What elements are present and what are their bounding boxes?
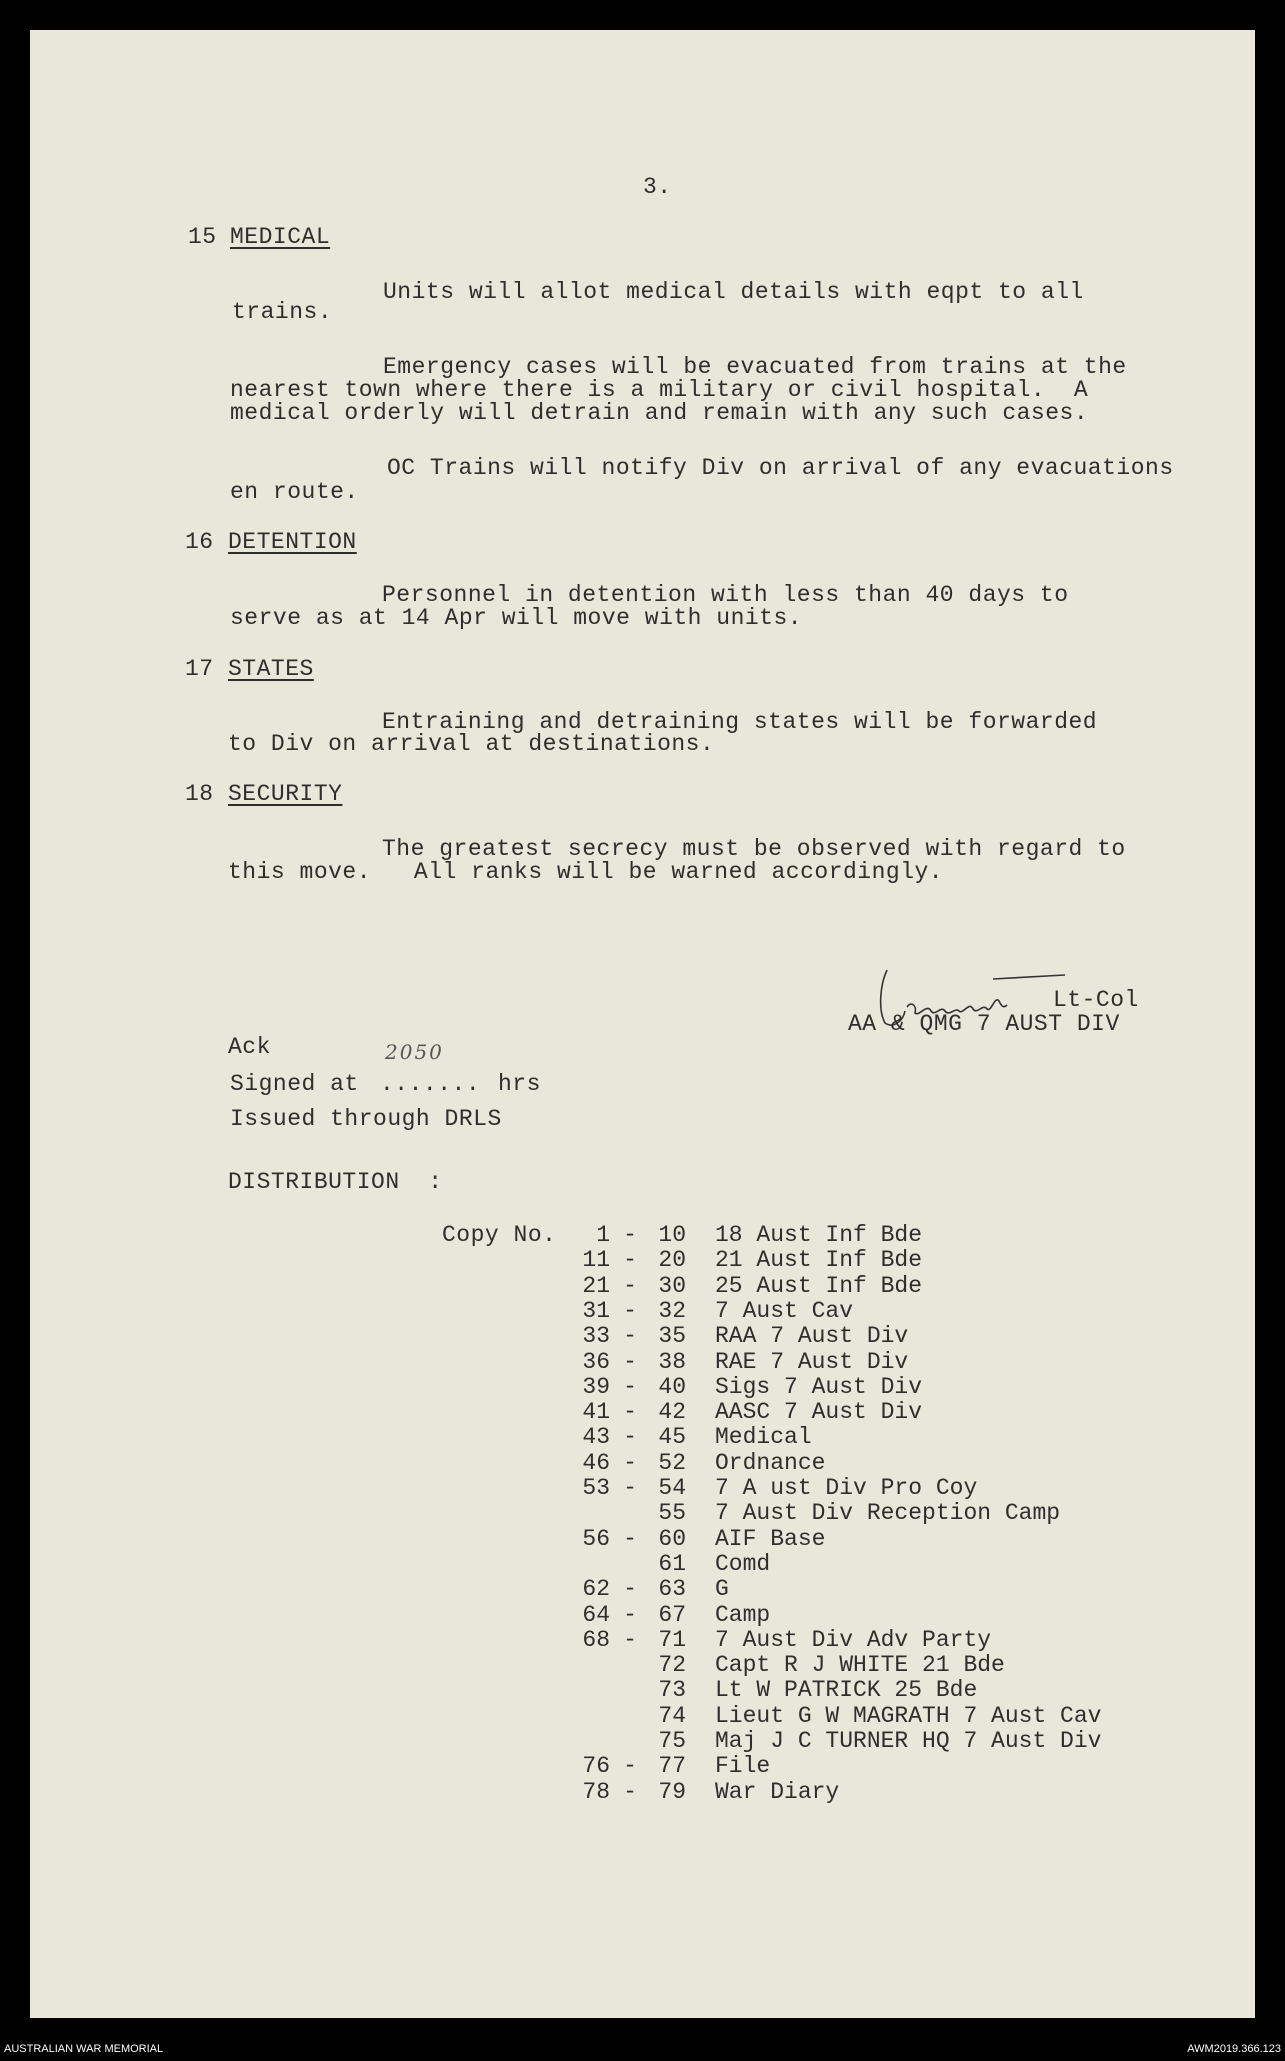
- paragraph-line: OC Trains will notify Div on arrival of any evacuations: [387, 455, 1174, 481]
- distribution-row: [30, 1577, 1255, 1602]
- copy-from: 1: [596, 1222, 610, 1248]
- copy-recipient: Maj J C TURNER HQ 7 Aust Div: [715, 1728, 1102, 1754]
- copy-recipient: Sigs 7 Aust Div: [715, 1373, 923, 1400]
- copy-to: 77: [658, 1753, 686, 1780]
- distribution-row: [30, 1476, 1255, 1501]
- issued-through: Issued through DRLS: [230, 1106, 502, 1132]
- copy-to: 75: [658, 1728, 686, 1754]
- paragraph-line: medical orderly will detrain and remain with any such cases.: [230, 400, 1089, 426]
- copy-to: 45: [658, 1424, 686, 1451]
- copy-recipient: War Diary: [715, 1778, 840, 1805]
- paragraph-line: Entraining and detraining states will be forwarded: [382, 709, 1098, 735]
- signatory-appointment: AA & QMG 7 AUST DIV: [848, 1011, 1120, 1037]
- copy-to: 52: [658, 1449, 686, 1476]
- copy-recipient: Camp: [715, 1601, 771, 1628]
- copy-dash: -: [623, 1601, 637, 1628]
- copy-to: 74: [658, 1702, 686, 1729]
- distribution-row: [30, 1603, 1255, 1628]
- copy-to: 73: [658, 1677, 686, 1704]
- distribution-row: [30, 1628, 1255, 1653]
- copy-recipient: Lieut G W MAGRATH 7 Aust Cav: [715, 1702, 1102, 1729]
- copy-dash: -: [623, 1373, 637, 1400]
- copy-recipient: 21 Aust Inf Bde: [715, 1247, 923, 1274]
- copy-dash: -: [623, 1323, 637, 1350]
- copy-to: 63: [658, 1576, 686, 1603]
- distribution-row: [30, 1653, 1255, 1678]
- signatory-rank: Lt-Col: [1053, 987, 1139, 1013]
- copy-to: 40: [658, 1373, 686, 1400]
- paragraph-line: Personnel in detention with less than 40 days to: [382, 582, 1069, 608]
- distribution-row: [30, 1299, 1255, 1324]
- paragraph-line: this move. All ranks will be warned accordingly.: [228, 859, 944, 885]
- copy-recipient: Ordnance: [715, 1449, 826, 1476]
- copy-dash: -: [623, 1297, 637, 1324]
- distribution-heading: DISTRIBUTION :: [228, 1169, 443, 1195]
- copy-from: 64: [582, 1601, 610, 1628]
- copy-to: 60: [658, 1525, 686, 1552]
- document-page: [30, 30, 1255, 2018]
- copy-dash: -: [623, 1272, 637, 1299]
- copy-dash: -: [623, 1475, 637, 1501]
- section-number: 15: [188, 224, 217, 250]
- paragraph-line: en route.: [230, 479, 359, 505]
- copy-from: 68: [582, 1626, 610, 1653]
- section-heading: STATES: [228, 656, 314, 682]
- copy-recipient: File: [715, 1753, 771, 1780]
- copy-recipient: AIF Base: [715, 1525, 826, 1552]
- copy-recipient: Medical: [715, 1424, 812, 1451]
- copy-recipient: Comd: [715, 1550, 771, 1577]
- copy-recipient: G: [715, 1576, 729, 1603]
- distribution-row: [30, 1425, 1255, 1450]
- copy-recipient: Lt W PATRICK 25 Bde: [715, 1677, 978, 1704]
- copy-recipient: 7 Aust Div Reception Camp: [715, 1500, 1061, 1527]
- copy-dash: -: [623, 1576, 637, 1603]
- paragraph-line: nearest town where there is a military or civil hospital. A: [230, 377, 1089, 403]
- paragraph-line: to Div on arrival at destinations.: [228, 731, 715, 757]
- distribution-row: [30, 1223, 1255, 1248]
- copy-dash: -: [623, 1449, 637, 1476]
- copy-dash: -: [623, 1626, 637, 1653]
- copy-to: 10: [658, 1222, 686, 1248]
- signed-at-suffix: hrs: [498, 1071, 541, 1097]
- copy-dash: -: [623, 1753, 637, 1780]
- copy-from: 76: [582, 1753, 610, 1780]
- distribution-row: [30, 1248, 1255, 1273]
- copy-to: 79: [658, 1778, 686, 1805]
- copy-to: 61: [658, 1550, 686, 1577]
- footer-source: AUSTRALIAN WAR MEMORIAL: [4, 2043, 164, 2055]
- copy-no-label: Copy No.: [442, 1222, 557, 1248]
- distribution-row: [30, 1780, 1255, 1805]
- copy-from: 39: [582, 1373, 610, 1400]
- section-number: 18: [185, 781, 214, 807]
- copy-to: 55: [658, 1500, 686, 1527]
- ack-label: Ack: [228, 1034, 271, 1060]
- distribution-row: [30, 1375, 1255, 1400]
- copy-recipient: RAE 7 Aust Div: [715, 1348, 909, 1375]
- distribution-row: [30, 1274, 1255, 1299]
- handwritten-time: 2050: [385, 1040, 444, 1064]
- distribution-row: [30, 1678, 1255, 1703]
- copy-to: 35: [658, 1323, 686, 1350]
- distribution-row: [30, 1527, 1255, 1552]
- copy-to: 20: [658, 1247, 686, 1274]
- copy-dash: -: [623, 1424, 637, 1451]
- copy-to: 72: [658, 1652, 686, 1679]
- copy-recipient: AASC 7 Aust Div: [715, 1399, 923, 1426]
- copy-dash: -: [623, 1348, 637, 1375]
- distribution-row: [30, 1754, 1255, 1779]
- copy-recipient: Capt R J WHITE 21 Bde: [715, 1652, 1005, 1679]
- paragraph-line: Units will allot medical details with eqpt to all: [383, 279, 1084, 305]
- paragraph-line: The greatest secrecy must be observed with regard to: [382, 836, 1126, 862]
- copy-to: 42: [658, 1399, 686, 1426]
- copy-from: 43: [582, 1424, 610, 1451]
- copy-dash: -: [623, 1778, 637, 1805]
- copy-recipient: 7 Aust Div Adv Party: [715, 1626, 992, 1653]
- distribution-row: [30, 1350, 1255, 1375]
- paragraph-line: serve as at 14 Apr will move with units.: [230, 605, 803, 631]
- copy-from: 41: [582, 1399, 610, 1426]
- page-number: 3.: [643, 174, 672, 200]
- section-number: 17: [185, 656, 214, 682]
- distribution-row: [30, 1501, 1255, 1526]
- section-heading: MEDICAL: [230, 224, 331, 250]
- paragraph-line: trains.: [232, 299, 333, 325]
- footer-reference: AWM2019.366.123: [1187, 2043, 1281, 2055]
- distribution-row: [30, 1552, 1255, 1577]
- copy-to: 54: [658, 1475, 686, 1501]
- copy-dash: -: [623, 1525, 637, 1552]
- copy-dash: -: [623, 1247, 637, 1274]
- section-heading: DETENTION: [228, 529, 357, 555]
- copy-from: 78: [582, 1778, 610, 1805]
- copy-to: 71: [658, 1626, 686, 1653]
- paragraph-line: Emergency cases will be evacuated from trains at the: [383, 354, 1127, 380]
- copy-from: 11: [582, 1247, 610, 1274]
- copy-from: 33: [582, 1323, 610, 1350]
- copy-recipient: RAA 7 Aust Div: [715, 1323, 909, 1350]
- copy-to: 30: [658, 1272, 686, 1299]
- copy-to: 67: [658, 1601, 686, 1628]
- signed-at-label: Signed at: [230, 1071, 359, 1097]
- copy-from: 56: [582, 1525, 610, 1552]
- copy-dash: -: [623, 1399, 637, 1426]
- copy-recipient: 25 Aust Inf Bde: [715, 1272, 923, 1299]
- distribution-row: [30, 1400, 1255, 1425]
- copy-recipient: 18 Aust Inf Bde: [715, 1222, 923, 1248]
- copy-dash: -: [623, 1222, 637, 1248]
- distribution-row: [30, 1324, 1255, 1349]
- copy-from: 53: [582, 1475, 610, 1501]
- copy-recipient: 7 A ust Div Pro Coy: [715, 1475, 978, 1501]
- copy-recipient: 7 Aust Cav: [715, 1297, 854, 1324]
- copy-to: 38: [658, 1348, 686, 1375]
- distribution-row: [30, 1729, 1255, 1754]
- copy-from: 31: [582, 1297, 610, 1324]
- copy-from: 62: [582, 1576, 610, 1603]
- distribution-row: [30, 1704, 1255, 1729]
- distribution-row: [30, 1451, 1255, 1476]
- copy-from: 36: [582, 1348, 610, 1375]
- copy-from: 21: [582, 1272, 610, 1299]
- section-number: 16: [185, 529, 214, 555]
- copy-from: 46: [582, 1449, 610, 1476]
- copy-to: 32: [658, 1297, 686, 1324]
- section-heading: SECURITY: [228, 781, 343, 807]
- signed-at-dots: .......: [380, 1071, 481, 1097]
